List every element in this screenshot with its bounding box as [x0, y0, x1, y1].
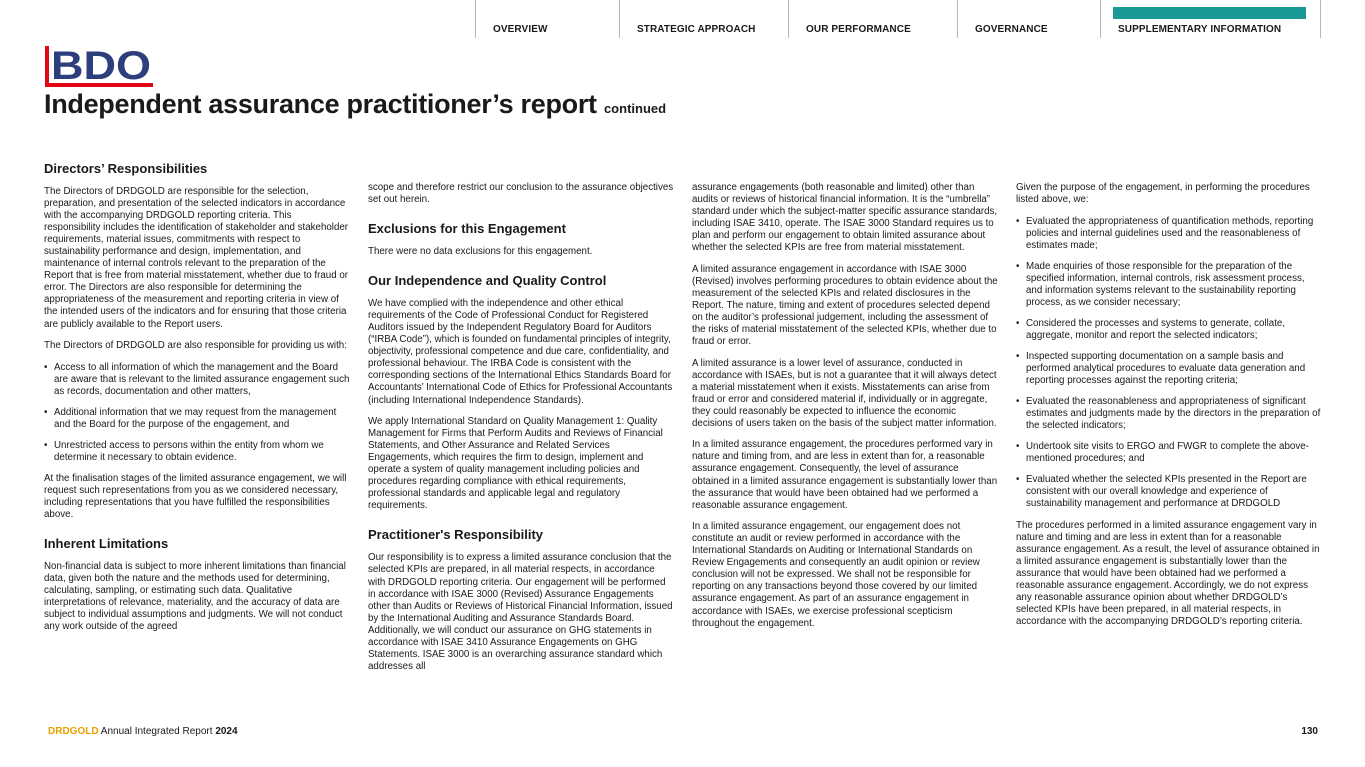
logo-text: BDO [51, 44, 151, 88]
bullet-icon: • [1016, 215, 1020, 227]
top-navigation [475, 0, 1321, 38]
tab-overview[interactable] [475, 0, 619, 38]
tab-strategic-approach[interactable] [619, 0, 788, 38]
bullet-list [1016, 216, 1322, 511]
footer [48, 726, 238, 737]
paragraph: scope and therefore restrict our conclusion to the assurance objectives set out herein. [368, 182, 674, 206]
tab-our-performance[interactable] [788, 0, 957, 38]
paragraph: We have complied with the independence and other ethical requirements of the Code of Professional Conduct for Registered Auditors issued by the Independent Regulatory Board for Auditors (“IRBA Code”), which is founded on fundamental principles of integrity, objectivity, professional competence and due care, confidentiality, and professional behaviour. The IRBA Code is consistent with the corresponding sections of the International Ethics Standards Board for Accountants’ International Code of Ethics for Professional Accountants (including International Independence Standards). [368, 298, 673, 406]
list-item: • Access to all information of which the management and the Board are aware that is relevant to the limited assurance engagement such as records, documentation and other matters, [44, 361, 350, 397]
text-column-2 [368, 182, 674, 682]
footer-year: 2024 [215, 726, 238, 737]
tab-label: OVERVIEW [493, 24, 548, 35]
bdo-logo [44, 42, 156, 90]
bullet-icon: • [1016, 441, 1020, 453]
page-title-suffix: continued [603, 101, 667, 116]
list-item: • Made enquiries of those responsible for the preparation of the specified information, internal controls, risk assessment process, and information systems relevant to the sustainability reporting process, as we consider necessary; [1016, 260, 1305, 308]
paragraph: In a limited assurance engagement, our engagement does not constitute an audit or review performed in accordance with the International Standards on Auditing or International Standards on Review Engagements and consequently an audit opinion or review conclusion will not be expressed. We shall not be responsible for reporting on any transactions beyond those covered by our limited assurance engagement. As part of an assurance engagement in accordance with ISAEs, we exercise professional scepticism throughout the engagement. [692, 521, 980, 629]
bullet-icon: • [44, 406, 48, 418]
text-column-3 [692, 182, 998, 639]
bullet-icon: • [1016, 317, 1020, 329]
list-item: • Additional information that we may request from the management and the Board for the purpose of the engagement, and [44, 406, 337, 430]
page-number: 130 [1301, 726, 1318, 737]
paragraph: We apply International Standard on Quality Management 1: Quality Management for Firms that Perform Audits and Reviews of Financial Statements, and Other Assurance and Related Services Engagements, which requires the firm to design, implement and operate a system of quality management including policies and procedures regarding compliance with ethical requirements, professional standards and applicable legal and regulatory requirements. [368, 416, 663, 512]
text-column-1 [44, 160, 350, 643]
list-item: • Considered the processes and systems to generate, collate, aggregate, monitor and report the selected indicators; [1016, 317, 1286, 341]
active-tab-indicator [1113, 7, 1306, 19]
bullet-icon: • [1016, 260, 1020, 272]
list-item: • Inspected supporting documentation on a sample basis and performed analytical procedures to evaluate data generation and reporting processes against the reporting criteria; [1016, 351, 1306, 387]
bullet-icon: • [44, 361, 48, 373]
paragraph: In a limited assurance engagement, the procedures performed vary in nature and timing from, and are less in extent than for, a reasonable assurance engagement. Consequently, the level of assurance obtained in a limited assurance engagement is substantially lower than the assurance that would have been obtained had we performed a reasonable assurance engagement. [692, 439, 998, 511]
heading-practitioners-responsibility: Practitioner's Responsibility [368, 527, 544, 543]
list-item: • Undertook site visits to ERGO and FWGR to complete the above-mentioned procedures; and [1016, 441, 1309, 465]
text-column-4 [1016, 182, 1322, 637]
list-item: • Evaluated the reasonableness and appropriateness of significant estimates and judgments made by the directors in the preparation of the selected indicators; [1016, 396, 1321, 432]
paragraph: The Directors of DRDGOLD are responsible for the selection, preparation, and presentation of the selected indicators in accordance with the accompanying DRDGOLD reporting criteria. This responsibility includes the identification of stakeholder and stakeholder requirements, material issues, commitments with respect to sustainability performance and design, implementation, and maintenance of internal controls relevant to the preparation of the Report that is free from material misstatement, whether due to fraud or error. The Directors are also responsible for determining the appropriateness of the measurement and reporting criteria in view of the intended users of the indicators and for ensuring that those criteria are publicly available to the Report users. [44, 186, 349, 330]
tab-label: STRATEGIC APPROACH [637, 24, 756, 35]
tab-label: OUR PERFORMANCE [806, 24, 911, 35]
paragraph: There were no data exclusions for this engagement. [368, 246, 593, 258]
bullet-icon: • [1016, 396, 1020, 408]
paragraph: Given the purpose of the engagement, in performing the procedures listed above, we: [1016, 182, 1310, 206]
paragraph: The Directors of DRDGOLD are also responsible for providing us with: [44, 340, 347, 352]
bullet-icon: • [44, 439, 48, 451]
list-item: • Evaluated the appropriateness of quantification methods, reporting policies and internal guidelines used and the reasonableness of estimates made; [1016, 215, 1314, 251]
heading-independence-quality-control: Our Independence and Quality Control [368, 273, 607, 289]
tab-governance[interactable] [957, 0, 1100, 38]
footer-brand: DRDGOLD [48, 726, 99, 737]
logo-red-bar-vertical [45, 46, 49, 87]
paragraph: The procedures performed in a limited assurance engagement vary in nature and timing and are less in extent than for a reasonable assurance engagement. As a result, the level of assurance obtained in a limited assurance engagement is substantially lower than the assurance that would have been obtained had we performed a reasonable assurance engagement. Accordingly, we do not express any reasonable assurance opinion about whether DRDGOLD’s selected KPIs have been prepared, in all material respects, in accordance with the accompanying DRDGOLD’s reporting criteria. [1016, 519, 1320, 627]
paragraph: At the finalisation stages of the limited assurance engagement, we will request such representations from you as we considered necessary, including representations that you have fulfilled the responsibilities above. [44, 472, 347, 521]
page-title-main: Independent assurance practitioner’s report [44, 89, 597, 119]
bdo-logo-graphic [44, 42, 156, 90]
paragraph: A limited assurance engagement in accordance with ISAE 3000 (Revised) involves performing procedures to obtain evidence about the measurement of the selected KPIs and related disclosures in the Report. The nature, timing and extent of procedures selected depend on the auditor’s professional judgement, including the assessment of the risks of material misstatement of the selected KPIs, whether due to fraud or error. [692, 263, 998, 348]
tab-supplementary-information[interactable] [1100, 0, 1321, 38]
page-title [44, 89, 666, 120]
tab-label: SUPPLEMENTARY INFORMATION [1118, 24, 1282, 35]
heading-exclusions: Exclusions for this Engagement [368, 221, 566, 237]
heading-inherent-limitations: Inherent Limitations [44, 536, 169, 552]
paragraph: Non-financial data is subject to more inherent limitations than financial data, given both the nature and the methods used for determining, calculating, sampling, or estimating such data. Qualitative interpretations of relevance, materiality, and the accuracy of data are subject to individual assumptions and judgments. We will not conduct any work outside of the agreed [44, 561, 346, 633]
paragraph: Our responsibility is to express a limited assurance conclusion that the selected KPIs are prepared, in all material respects, in accordance with DRDGOLD reporting criteria. Our engagement will be performed in accordance with ISAE 3000 (Revised) Assurance Engagements other than Audits or Reviews of Historical Financial Information, issued by the International Auditing and Assurance Standards Board. Additionally, we will conduct our assurance on GHG statements in accordance with ISAE 3410 Assurance Engagements on GHG Statements. ISAE 3000 is an overarching assurance standard which addresses all [368, 552, 673, 672]
footer-text: Annual Integrated Report [98, 726, 216, 737]
tab-label: GOVERNANCE [975, 24, 1048, 35]
paragraph: assurance engagements (both reasonable and limited) other than audits or reviews of historical financial information. It is the “umbrella” standard under which the subject-matter specific assurance standards, including ISAE 3410, operate. The ISAE 3000 Standard requires us to plan and perform our engagement to obtain limited assurance about whether the selected KPIs are free from material misstatement. [692, 182, 998, 254]
list-item: • Unrestricted access to persons within the entity from whom we determine it necessary to obtain evidence. [44, 439, 324, 463]
paragraph: A limited assurance is a lower level of assurance, conducted in accordance with ISAEs, but is not a guarantee that it will always detect a material misstatement when it exists. Misstatements can arise from fraud or error and considered material if, individually or in aggregate, they could reasonably be expected to influence the economic decisions of users taken on the basis of the subject matter information. [692, 357, 997, 429]
heading-directors-responsibilities: Directors’ Responsibilities [44, 161, 208, 176]
bullet-list [44, 362, 350, 464]
list-item: • Evaluated whether the selected KPIs presented in the Report are consistent with our overall knowledge and experience of sustainability management and performance at DRDGOLD [1016, 474, 1307, 510]
bullet-icon: • [1016, 351, 1020, 363]
bullet-icon: • [1016, 474, 1020, 486]
